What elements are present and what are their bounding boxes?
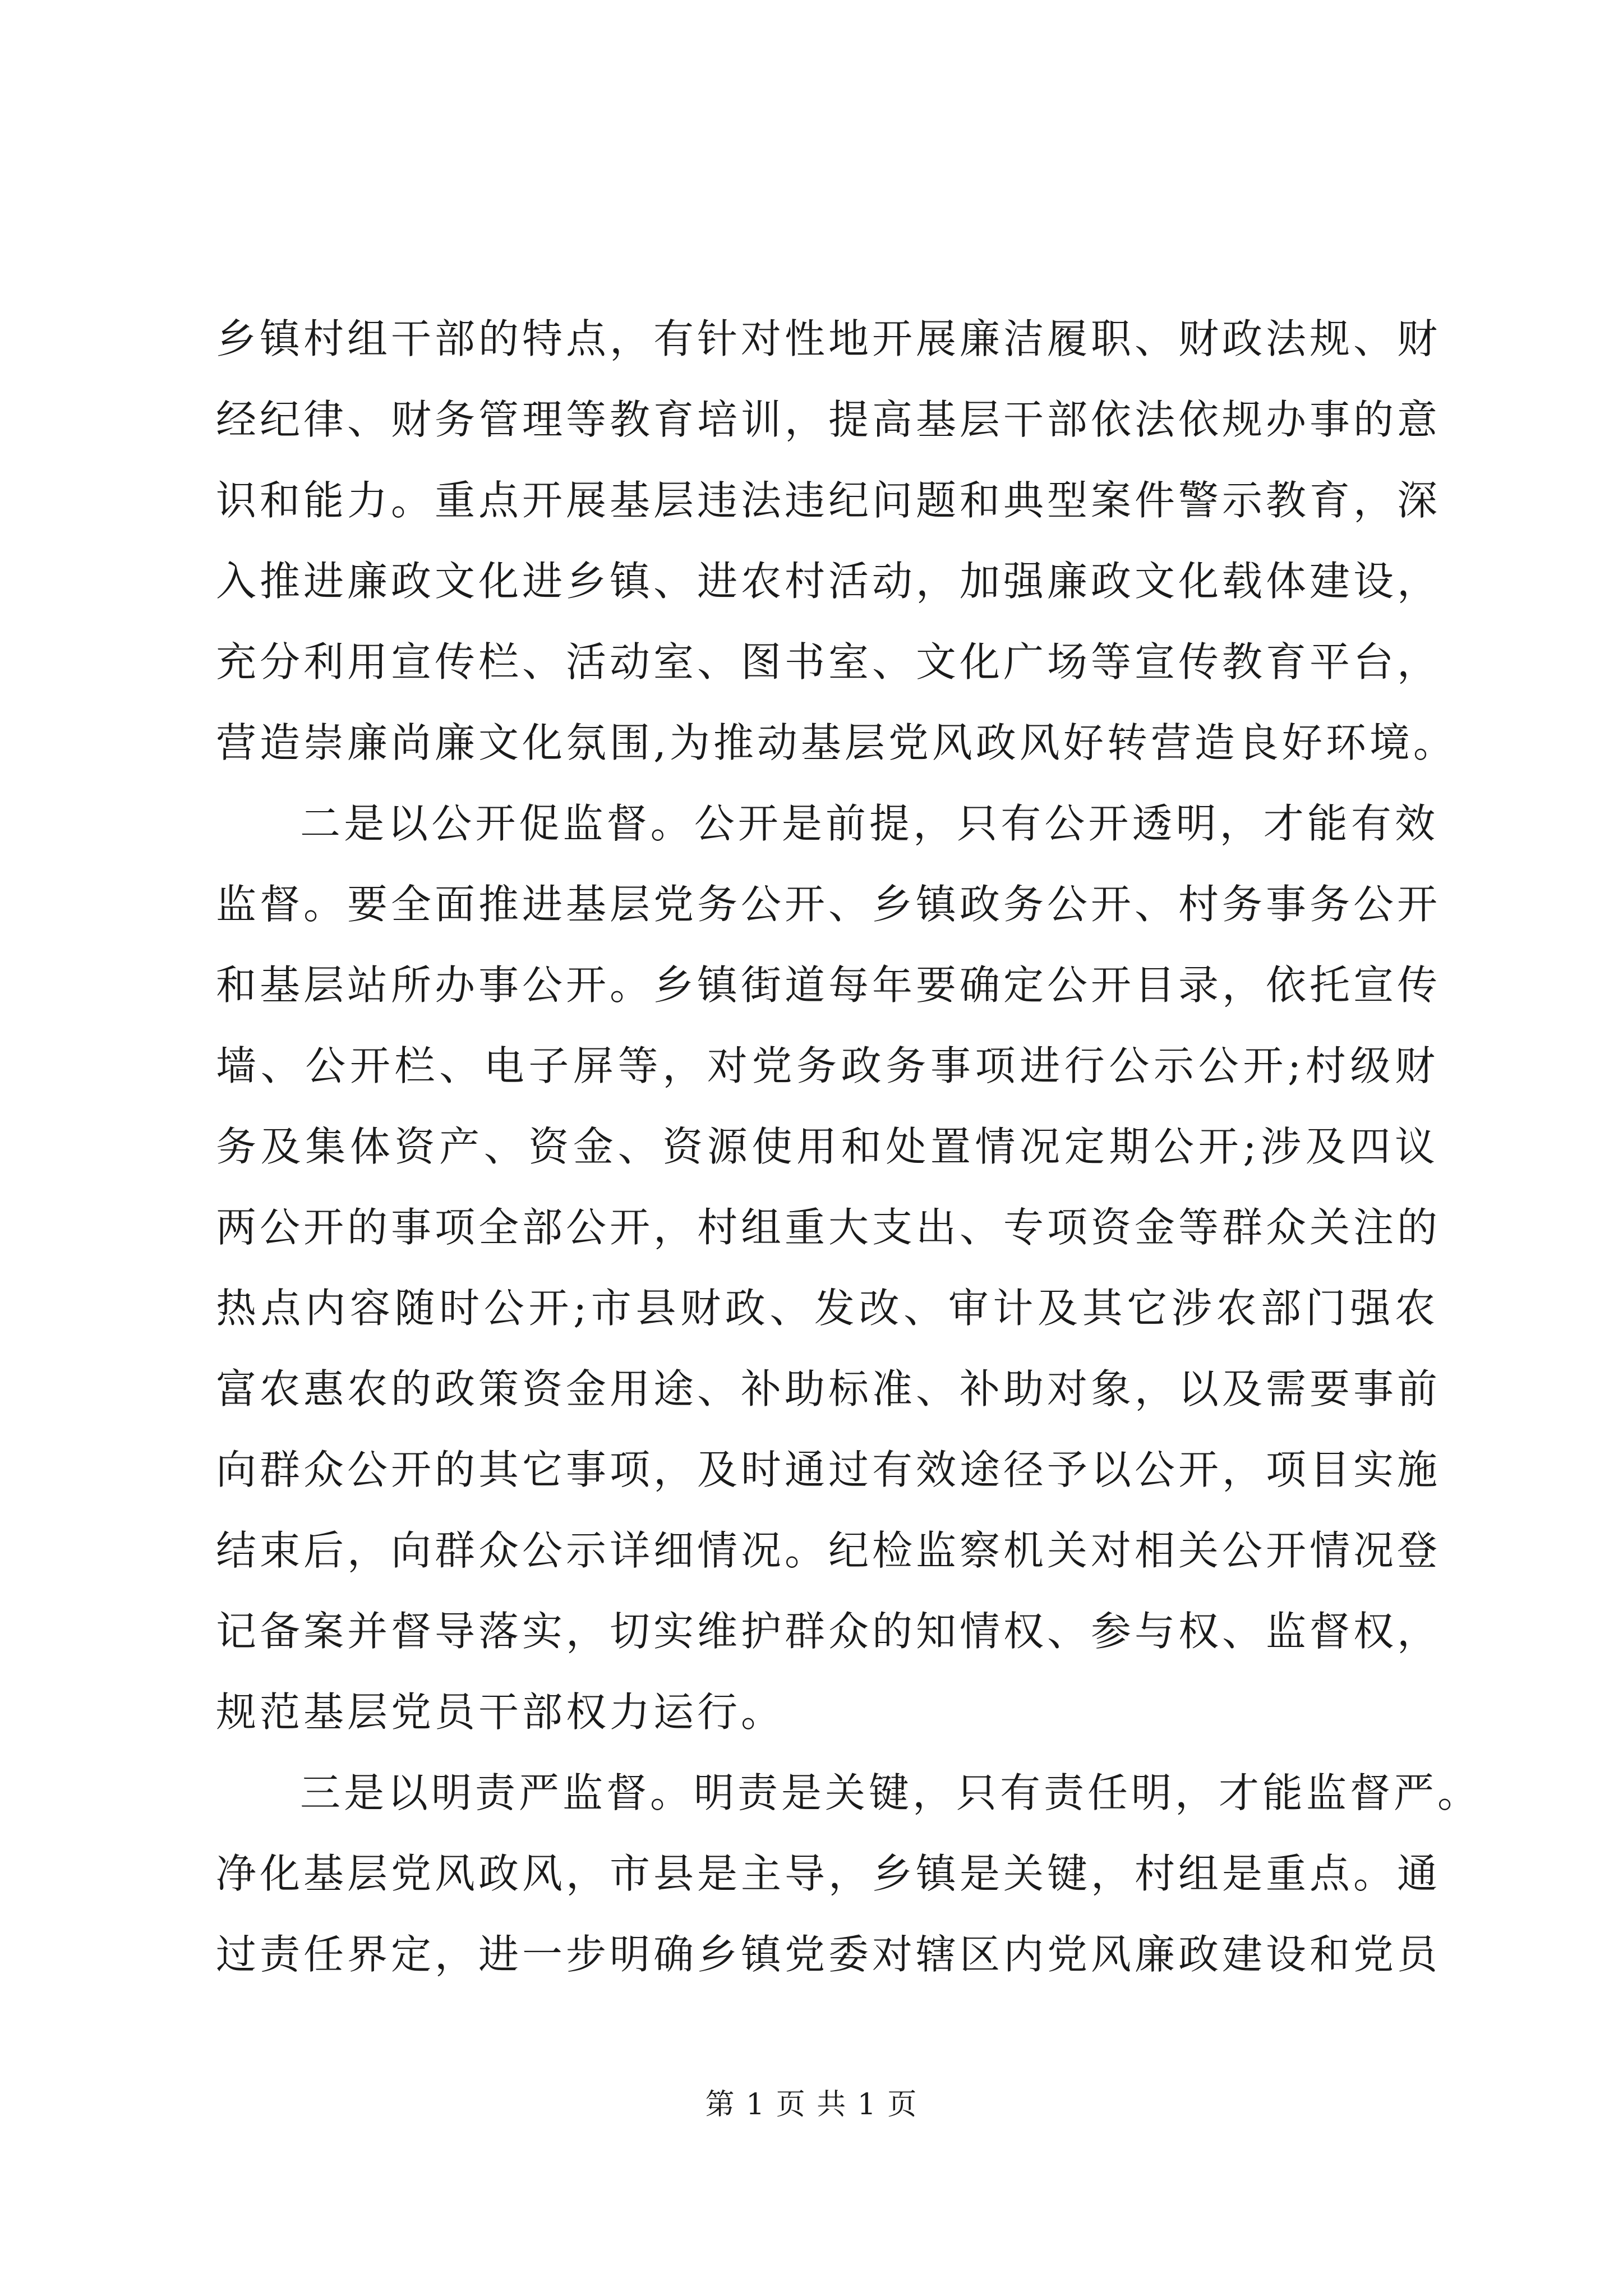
text-line: 监督。要全面推进基层党务公开、乡镇政务公开、村务事务公开 (216, 881, 1441, 928)
text-line: 两公开的事项全部公开，村组重大支出、专项资金等群众关注的 (216, 1204, 1441, 1251)
text-line: 充分利用宣传栏、活动室、图书室、文化广场等宣传教育平台， (216, 638, 1441, 685)
text-line: 乡镇村组干部的特点，有针对性地开展廉洁履职、财政法规、财 (216, 315, 1441, 362)
text-line: 向群众公开的其它事项，及时通过有效途径予以公开，项目实施 (216, 1446, 1441, 1493)
page-footer (0, 2082, 1623, 2127)
text-line: 规范基层党员干部权力运行。 (216, 1688, 785, 1736)
text-line: 墙、公开栏、电子屏等，对党务政务事项进行公示公开;村级财 (216, 1042, 1438, 1089)
text-line: 入推进廉政文化进乡镇、进农村活动，加强廉政文化载体建设， (216, 558, 1441, 605)
text-line: 务及集体资产、资金、资源使用和处置情况定期公开;涉及四议 (216, 1123, 1438, 1170)
text-line: 三是以明责严监督。明责是关键，只有责任明，才能监督严。 (300, 1769, 1482, 1816)
page-number: 第 1 页 共 1 页 (705, 2088, 918, 2122)
body-text (216, 298, 1482, 1995)
text-line: 二是以公开促监督。公开是前提，只有公开透明，才能有效 (300, 800, 1438, 847)
text-line: 经纪律、财务管理等教育培训，提高基层干部依法依规办事的意 (216, 396, 1441, 443)
text-line: 过责任界定，进一步明确乡镇党委对辖区内党风廉政建设和党员 (216, 1931, 1441, 1978)
text-line: 富农惠农的政策资金用途、补助标准、补助对象，以及需要事前 (216, 1365, 1441, 1412)
text-line: 热点内容随时公开;市县财政、发改、审计及其它涉农部门强农 (216, 1285, 1438, 1332)
text-line: 识和能力。重点开展基层违法违纪问题和典型案件警示教育，深 (216, 477, 1441, 524)
text-line: 和基层站所办事公开。乡镇街道每年要确定公开目录，依托宣传 (216, 961, 1441, 1009)
text-line: 结束后，向群众公示详细情况。纪检监察机关对相关公开情况登 (216, 1527, 1441, 1574)
text-line: 营造崇廉尚廉文化氛围,为推动基层党风政风好转营造良好环境。 (216, 719, 1457, 766)
text-line: 净化基层党风政风，市县是主导，乡镇是关键，村组是重点。通 (216, 1850, 1441, 1897)
text-line: 记备案并督导落实，切实维护群众的知情权、参与权、监督权， (216, 1608, 1441, 1655)
